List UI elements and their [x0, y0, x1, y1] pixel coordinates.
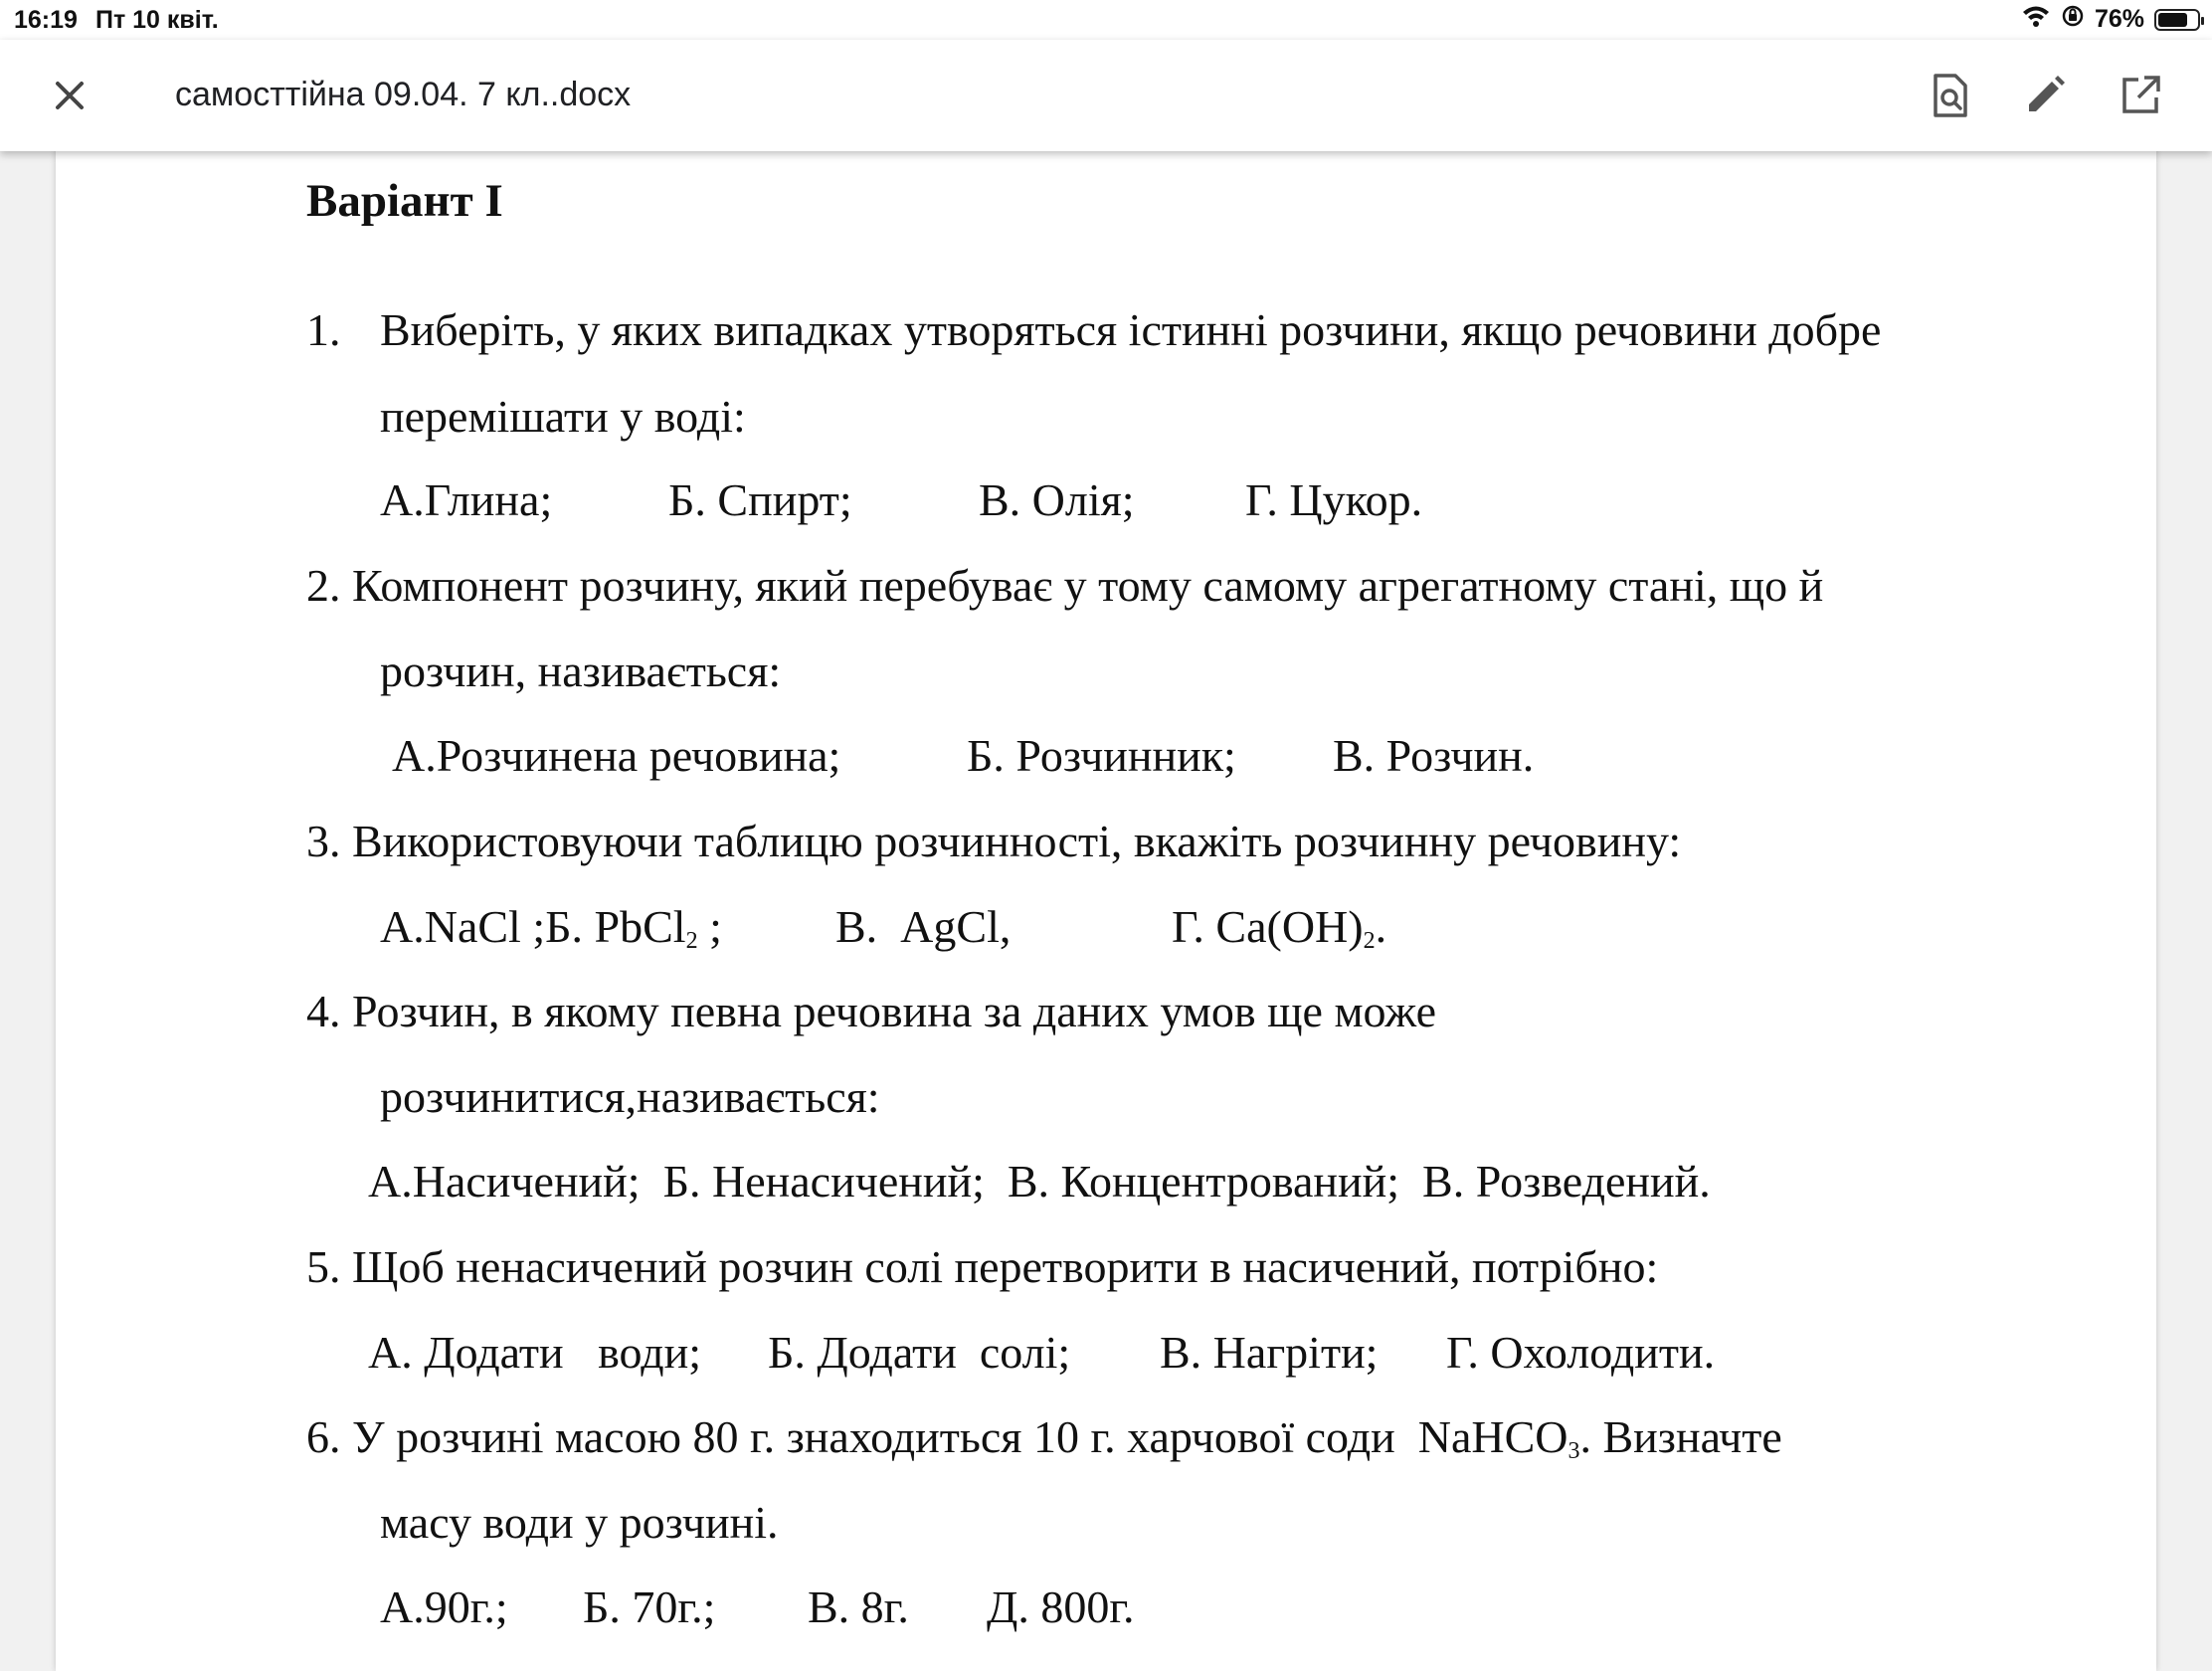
open-external-icon	[2117, 72, 2164, 119]
question-3-line-1: 3. Використовуючи таблицю розчинності, вкажіть розчинну речовину:	[306, 816, 1682, 866]
question-4-options: А.Насичений; Б. Ненасичений; В. Концентрований; В. Розведений.	[368, 1156, 1711, 1207]
question-4-line-2: розчинитися,називається:	[380, 1071, 880, 1122]
question-2-option-c: В. Розчин.	[1333, 730, 1535, 781]
question-5-option-d: Г. Охолодити.	[1446, 1327, 1716, 1378]
question-5-option-a: А. Додати води;	[368, 1327, 702, 1378]
question-1-option-a: А.Глина;	[380, 474, 553, 525]
question-2-line-1: 2. Компонент розчину, який перебуває у тому самому агрегатному стані, що й	[306, 560, 1824, 611]
question-6-option-a: А.90г.;	[380, 1581, 508, 1632]
question-3-option-a: А.NaCl ;Б. PbCl$_2$ ;	[380, 901, 722, 954]
question-1-option-c: В. Олія;	[979, 474, 1135, 525]
question-1-option-b: Б. Спирт;	[668, 474, 852, 525]
orientation-lock-icon	[2061, 4, 2085, 35]
question-1-number: 1.	[306, 304, 341, 355]
close-icon	[48, 74, 92, 117]
document-title: самосттійна 09.04. 7 кл..docx	[175, 76, 632, 113]
question-6-option-d: Д. 800г.	[987, 1581, 1135, 1632]
edit-pencil-icon	[2021, 72, 2069, 119]
document-page	[56, 119, 2156, 1671]
status-bar	[0, 0, 2212, 40]
wifi-icon	[2021, 4, 2051, 35]
battery-level	[2158, 13, 2187, 27]
question-6-line-2: масу води у розчині.	[380, 1497, 779, 1548]
question-6-option-c: В. 8г.	[808, 1581, 909, 1632]
question-3-option-c: Г. $Ca(OH)_2$.	[1172, 901, 1387, 954]
edit-button[interactable]	[2021, 72, 2069, 119]
question-3-option-b: В. AgCl,	[835, 901, 1012, 952]
variant-heading: Варіант I	[306, 175, 503, 227]
open-external-button[interactable]	[2117, 72, 2164, 119]
status-right	[2021, 4, 2200, 35]
question-2-line-2: розчин, називається:	[380, 646, 782, 696]
question-6-line-1: 6. У розчині масою 80 г. знаходиться 10 г. харчової соди NaHCO$_3$. Визначте	[306, 1411, 1782, 1464]
question-5-option-b: Б. Додати солі;	[768, 1327, 1071, 1378]
question-1-line-2: перемішати у воді:	[380, 391, 746, 442]
close-button[interactable]	[48, 74, 92, 117]
battery-percent: 76%	[2094, 5, 2144, 33]
battery-icon	[2154, 9, 2200, 31]
question-2-option-b: Б. Розчинник;	[967, 730, 1236, 781]
question-5-option-c: В. Нагріти;	[1160, 1327, 1379, 1378]
question-4-line-1: 4. Розчин, в якому певна речовина за даних умов ще може	[306, 986, 1437, 1036]
find-in-document-button[interactable]	[1926, 72, 1973, 119]
find-in-document-icon	[1926, 72, 1973, 119]
status-date: Пт 10 квіт.	[95, 6, 219, 34]
question-6-option-b: Б. 70г.;	[583, 1581, 716, 1632]
question-1-line-1: Виберіть, у яких випадках утворяться істинні розчини, якщо речовини добре	[380, 304, 1882, 355]
question-5-line-1: 5. Щоб ненасичений розчин солі перетворити в насичений, потрібно:	[306, 1241, 1659, 1292]
question-1-option-d: Г. Цукор.	[1245, 474, 1423, 525]
status-time: 16:19	[14, 6, 78, 34]
document-toolbar	[0, 40, 2212, 151]
question-2-option-a: А.Розчинена речовина;	[392, 730, 841, 781]
